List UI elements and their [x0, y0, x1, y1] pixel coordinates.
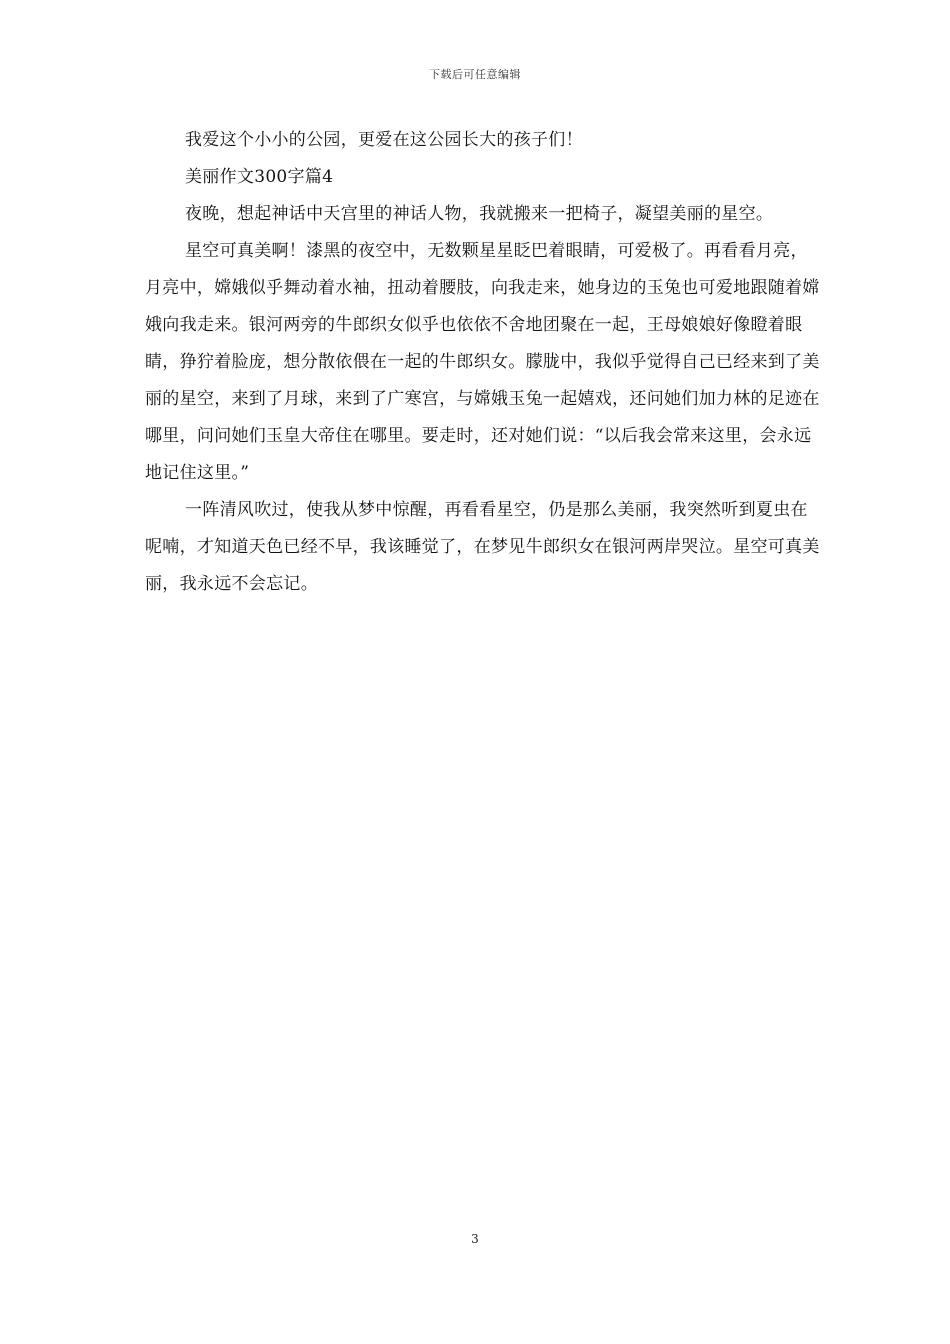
document-body — [145, 122, 825, 603]
paragraph-starry-sky: 星空可真美啊！漆黑的夜空中，无数颗星星眨巴着眼睛，可爱极了。再看看月亮，月亮中，嫦娥似乎舞动着水袖，扭动着腰肢，向我走来，她身边的玉兔也可爱地跟随着嫦娥向我走来。银河两旁的牛郎织女似乎也依依不舍地团聚在一起，王母娘娘好像瞪着眼睛，狰狞着脸庞，想分散依偎在一起的牛郎织女。朦胧中，我似乎觉得自己已经来到了美丽的星空，来到了月球，来到了广寒宫，与嫦娥玉兔一起嬉戏，还问她们加力林的足迹在哪里，问问她们玉皇大帝住在哪里。要走时，还对她们说：“以后我会常来这里，会永远地记住这里。” — [145, 241, 820, 483]
page-number: 3 — [471, 1232, 479, 1246]
page-header: 下载后可任意编辑 — [429, 68, 521, 81]
paragraph-ending: 一阵清风吹过，使我从梦中惊醒，再看看星空，仍是那么美丽，我突然听到夏虫在呢喃，才知道天色已经不早，我该睡觉了，在梦见牛郎织女在银河两岸哭泣。星空可真美丽，我永远不会忘记。 — [145, 500, 820, 594]
paragraph-closing-line: 我爱这个小小的公园，更爱在这公园长大的孩子们！ — [185, 130, 583, 150]
section-heading: 美丽作文300字篇4 — [185, 167, 334, 187]
paragraph-intro: 夜晚，想起神话中天宫里的神话人物，我就搬来一把椅子，凝望美丽的星空。 — [185, 204, 774, 224]
